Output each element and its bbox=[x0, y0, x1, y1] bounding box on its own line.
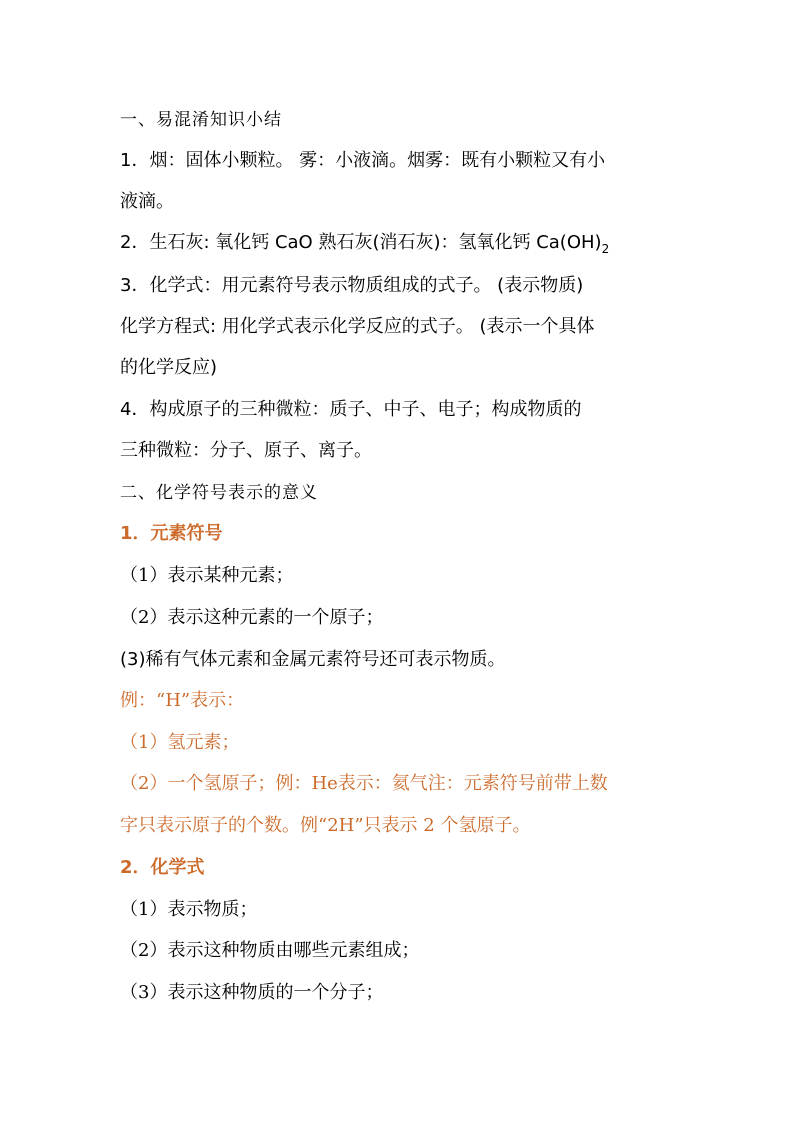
example-item-3: 字只表示原子的个数。例“2H”只表示 2 个氢原子。 bbox=[120, 815, 531, 836]
item1-line1: 1．烟：固体小颗粒。 雾：小液滴。烟雾：既有小颗粒又有小 bbox=[120, 150, 606, 171]
sub1-item-2: （2）表示这种元素的一个原子； bbox=[120, 607, 384, 628]
item3-line2: 化学方程式: 用化学式表示化学反应的式子。 (表示一个具体 bbox=[120, 316, 595, 337]
sub1-item-1: （1）表示某种元素； bbox=[120, 565, 294, 586]
sub1-item-3: (3)稀有气体元素和金属元素符号还可表示物质。 bbox=[120, 649, 506, 670]
item1-line2: 液滴。 bbox=[120, 191, 174, 212]
item4-line2: 三种微粒：分子、原子、离子。 bbox=[120, 440, 372, 461]
sub2-item-2: （2）表示这种物质由哪些元素组成； bbox=[120, 940, 420, 961]
section2-title: 二、化学符号表示的意义 bbox=[120, 483, 318, 503]
sub2-item-1: （1）表示物质； bbox=[120, 899, 258, 920]
item3-line3: 的化学反应) bbox=[120, 357, 218, 378]
sub2-heading: 2．化学式 bbox=[120, 857, 205, 878]
item3-line1: 3．化学式：用元素符号表示物质组成的式子。 (表示物质) bbox=[120, 275, 584, 296]
sub1-heading: 1．元素符号 bbox=[120, 523, 223, 544]
item4-line1: 4．构成原子的三种微粒：质子、中子、电子；构成物质的 bbox=[120, 399, 582, 420]
sub2-item-3: （3）表示这种物质的一个分子； bbox=[120, 982, 384, 1003]
item2-line bbox=[120, 231, 609, 256]
section1-title: 一、易混淆知识小结 bbox=[120, 110, 282, 130]
example-item-2: （2）一个氢原子；例：He表示：氦气注：元素符号前带上数 bbox=[120, 773, 608, 794]
example-label: 例：“H”表示： bbox=[120, 690, 245, 711]
item2-text: 2．生石灰: 氧化钙 CaO 熟石灰(消石灰)：氢氧化钙 Ca(OH) bbox=[120, 232, 602, 253]
item2-subscript: 2 bbox=[601, 242, 610, 256]
example-item-1: （1）氢元素； bbox=[120, 732, 240, 753]
